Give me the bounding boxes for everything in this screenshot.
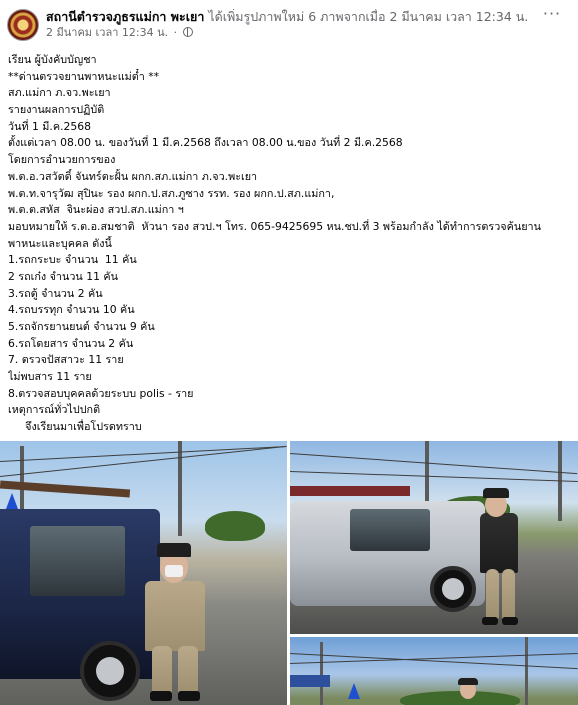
officer-leg <box>486 569 499 619</box>
face-mask <box>165 565 183 577</box>
car-window <box>350 509 430 551</box>
post-text-line: เหตุการณ์ทั่วไปปกติ <box>8 403 101 417</box>
post-text-line: 4.รถบรรทุก จำนวน 10 คัน <box>8 303 135 317</box>
power-wire <box>0 446 285 477</box>
page-name-link[interactable]: สถานีตำรวจภูธรแม่กา พะเยา <box>46 9 205 24</box>
more-options-button[interactable]: ··· <box>542 4 562 23</box>
post-title-line <box>46 9 546 25</box>
meta-separator: · <box>173 26 178 39</box>
police-emblem-icon[interactable] <box>7 9 39 41</box>
officer-shoe <box>502 617 518 625</box>
officer-shoe <box>482 617 498 625</box>
officer-cap <box>458 678 478 685</box>
post-text-line: รายงานผลการปฏิบัติ <box>8 103 105 117</box>
tree <box>205 511 265 541</box>
car-rim <box>96 657 124 685</box>
utility-pole <box>525 637 528 705</box>
post-timestamp[interactable]: 2 มีนาคม เวลา 12:34 น. <box>46 26 169 39</box>
officer-torso <box>480 513 518 573</box>
car-window <box>30 526 125 596</box>
post-meta <box>46 26 193 40</box>
post-text-line: สภ.แม่กา ภ.จว.พะเยา <box>8 86 111 100</box>
blue-flag <box>348 683 360 699</box>
checkpoint-photo-officer-at-pickup[interactable] <box>290 441 578 634</box>
post-text-line: ตั้งแต่เวลา 08.00 น. ของวันที่ 1 มี.ค.2568 ถึงเวลา 08.00 น.ของ วันที่ 2 มี.ค.2568 <box>8 136 403 150</box>
utility-pole <box>178 441 182 536</box>
post-text-line: จึงเรียนมาเพื่อโปรดทราบ <box>8 420 142 434</box>
post-text-line: 2 รถเก๋ง จำนวน 11 คัน <box>8 269 118 283</box>
officer-leg <box>178 646 198 694</box>
checkpoint-photo-officer-at-car[interactable] <box>0 441 287 705</box>
power-wire <box>290 453 577 474</box>
officer-shoe <box>178 691 200 701</box>
post-text-line: 6.รถโดยสาร จำนวน 2 คัน <box>8 336 134 350</box>
post-text <box>8 52 573 436</box>
checkpoint-photo-roadside[interactable] <box>290 637 578 705</box>
post-text-line: พ.ต.ต.สหัส จินะผ่อง สวป.สภ.แม่กา ฯ <box>8 203 184 217</box>
post-text-line: 3.รถตู้ จำนวน 2 คัน <box>8 286 103 300</box>
officer-leg <box>152 646 172 694</box>
post-text-line: ไม่พบสาร 11 ราย <box>8 370 92 384</box>
post-text-line: มอบหมายให้ ร.ต.อ.สมชาติ หัวนา รอง สวป.ฯ โทร. 065-9425695 หน.ชป.ที่ 3 พร้อมกำลัง ได้ทำการตรวจค้นยาน <box>8 219 541 233</box>
post-text-line: เรียน ผู้บังคับบัญชา <box>8 53 97 66</box>
photo-grid <box>0 441 578 705</box>
post-text-line: โดยการอำนวยการของ <box>8 153 116 167</box>
post-text-line: พาหนะและบุคคล ดังนี้ <box>8 236 112 250</box>
post-text-line: 5.รถจักรยานยนต์ จำนวน 9 คัน <box>8 320 155 333</box>
car-rim <box>442 578 464 600</box>
post-action-text: ได้เพิ่มรูปภาพใหม่ 6 ภาพจากเมื่อ 2 มีนาคม เวลา 12:34 น. <box>208 9 529 24</box>
post-text-line: 1.รถกระบะ จำนวน 11 คัน <box>8 253 137 267</box>
officer-shoe <box>150 691 172 701</box>
officer-cap <box>483 488 509 498</box>
post-header <box>0 0 578 44</box>
post-text-line: พ.ต.อ.วสวัตติ์ จันทร์ตะฝั้น ผกก.สภ.แม่กา ภ.จว.พะเยา <box>8 169 258 183</box>
power-wire <box>290 471 578 482</box>
officer-leg <box>502 569 515 619</box>
post-text-line: 8.ตรวจสอบบุคคลด้วยระบบ polis - ราย <box>8 386 194 400</box>
officer-cap <box>157 543 191 557</box>
utility-pole <box>320 642 323 705</box>
officer-torso <box>145 581 205 651</box>
post-text-line: 7. ตรวจปัสสาวะ 11 ราย <box>8 353 124 367</box>
tent-roof <box>290 675 330 687</box>
post-text-line: วันที่ 1 มี.ค.2568 <box>8 119 91 133</box>
tent-roof <box>290 486 410 496</box>
blue-flag <box>6 493 18 509</box>
power-wire <box>0 446 287 462</box>
globe-icon <box>183 27 193 37</box>
post-text-line: **ด่านตรวจยานพาหนะแม่ต๋ำ ** <box>8 69 160 83</box>
post-text-line: พ.ต.ท.จารุวัฒ สุปินะ รอง ผกก.ป.สภ.ภูซาง รรท. รอง ผกก.ป.สภ.แม่กา, <box>8 186 335 200</box>
